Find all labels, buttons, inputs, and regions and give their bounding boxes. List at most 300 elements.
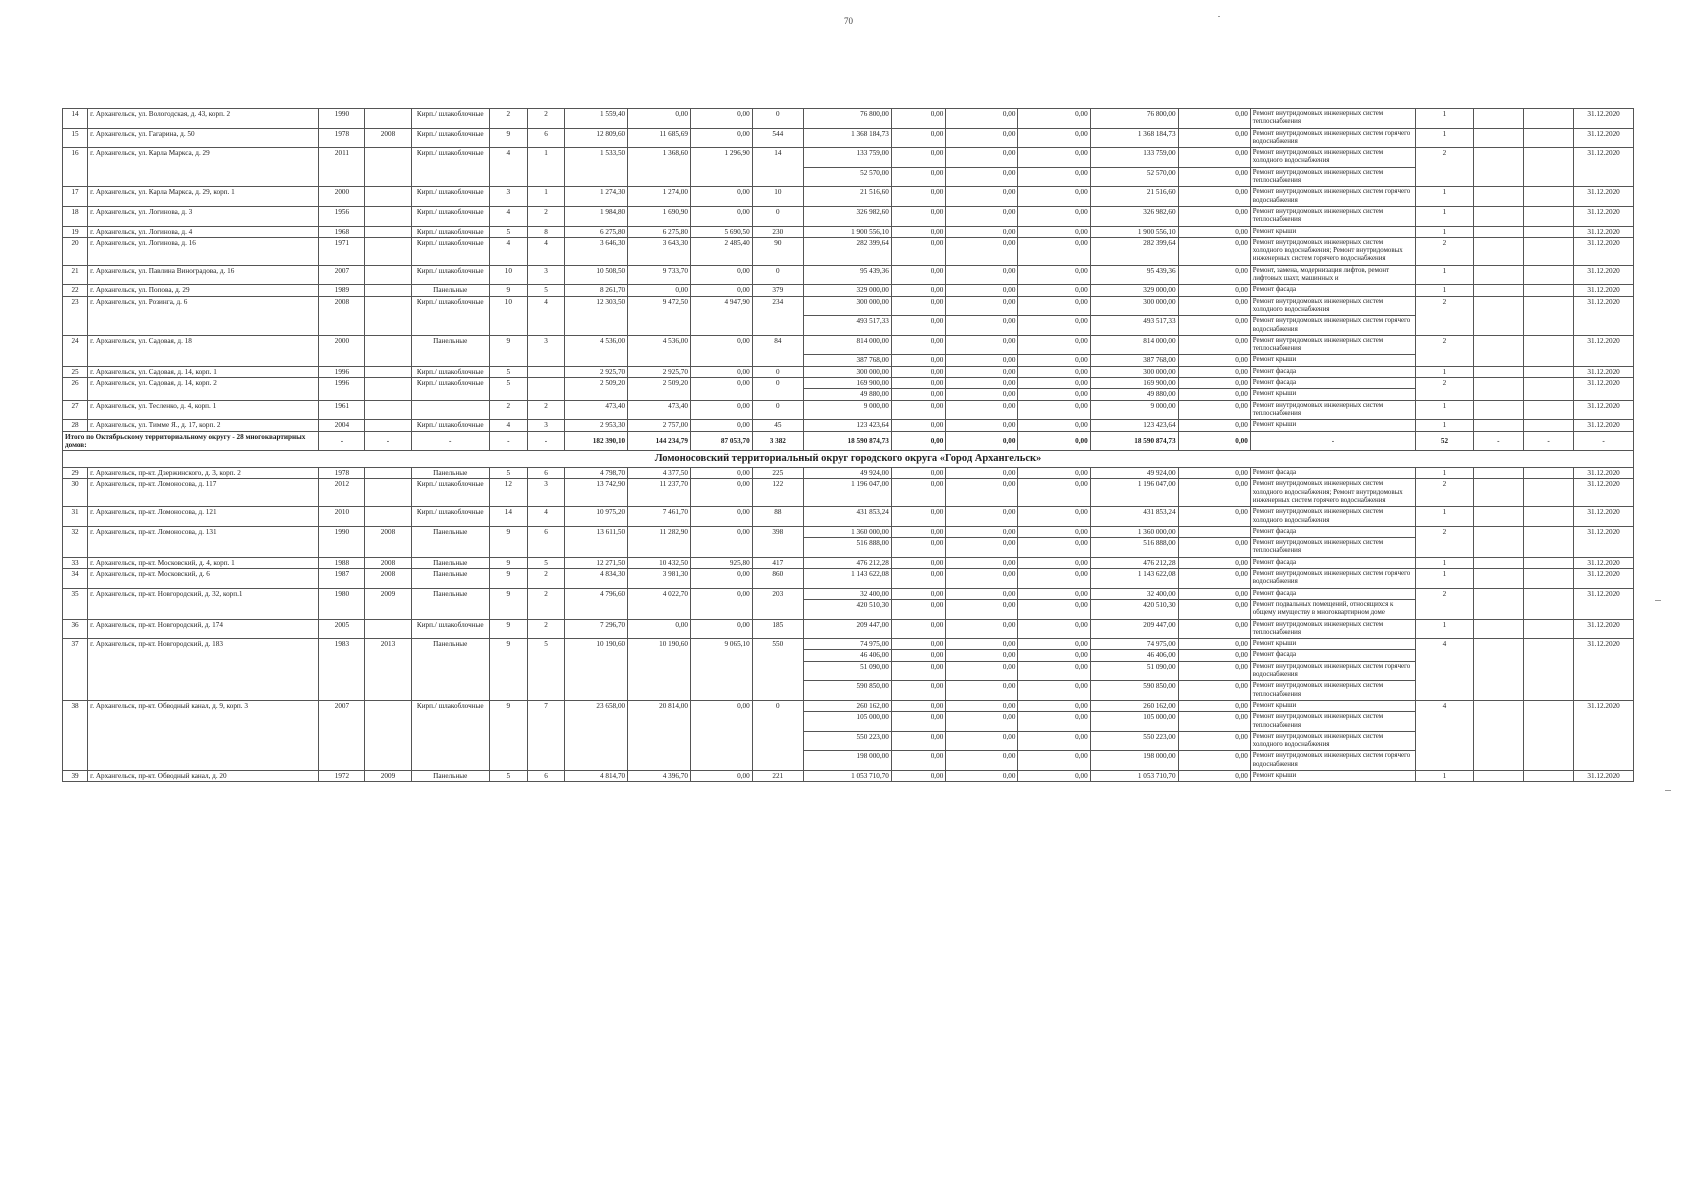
municipal-funds-cell: 0,00: [1018, 639, 1090, 650]
cost-total-cell: 420 510,30: [803, 599, 891, 619]
table-row: [63, 771, 1634, 782]
empty-cell: [1473, 296, 1523, 335]
other-funds-cell: 0,00: [1178, 588, 1250, 599]
federal-funds-cell: 0,00: [891, 751, 945, 771]
entrances-cell: 1: [527, 148, 565, 187]
row-number: 27: [63, 400, 88, 420]
private-area-cell: 4 947,90: [690, 296, 752, 335]
total-area-cell: 6 275,80: [565, 226, 628, 237]
regional-funds-cell: 0,00: [946, 771, 1018, 782]
owner-funds-cell: 76 800,00: [1090, 109, 1178, 129]
empty-cell: [1473, 206, 1523, 226]
year-built-cell: 1996: [319, 378, 365, 401]
row-number: 23: [63, 296, 88, 335]
floors-cell: 4: [489, 237, 527, 265]
address-cell: г. Архангельск, ул. Розинга, д. 6: [88, 296, 319, 335]
empty-cell: [1523, 378, 1573, 401]
year-renovated-cell: [365, 226, 411, 237]
municipal-funds-cell: 0,00: [1018, 538, 1090, 558]
wall-material-cell: Кирп./ шлакоблочные: [411, 479, 489, 507]
municipal-funds-cell: 0,00: [1018, 468, 1090, 479]
work-count-cell: 1: [1416, 557, 1474, 568]
private-area-cell: 1 296,90: [690, 148, 752, 187]
owner-funds-cell: 431 853,24: [1090, 507, 1178, 527]
work-count-cell: 1: [1416, 468, 1474, 479]
deadline-cell: 31.12.2020: [1574, 335, 1634, 366]
empty-cell: [1473, 237, 1523, 265]
empty-cell: [1473, 771, 1523, 782]
entrances-cell: [527, 366, 565, 377]
living-area-cell: 2 925,70: [628, 366, 691, 377]
year-built-cell: 1978: [319, 468, 365, 479]
row-number: 35: [63, 588, 88, 619]
other-funds-cell: 0,00: [1178, 479, 1250, 507]
cost-total-cell: 1 143 622,08: [803, 569, 891, 589]
total-area-cell: 2 953,30: [565, 420, 628, 431]
owner-funds-cell: 32 400,00: [1090, 588, 1178, 599]
private-area-cell: 0,00: [690, 468, 752, 479]
section-header-row: [63, 451, 1634, 468]
year-renovated-cell: 2009: [365, 771, 411, 782]
work-count-cell: 1: [1416, 285, 1474, 296]
cost-total-cell: 516 888,00: [803, 538, 891, 558]
private-area-cell: 0,00: [690, 700, 752, 770]
address-cell: г. Архангельск, ул. Тимме Я., д. 17, корп. 2: [88, 420, 319, 431]
private-area-cell: 0,00: [690, 507, 752, 527]
wall-material-cell: Панельные: [411, 468, 489, 479]
total-area-cell: 1 274,30: [565, 187, 628, 207]
federal-funds-cell: 0,00: [891, 599, 945, 619]
row-number: 25: [63, 366, 88, 377]
federal-funds-cell: 0,00: [891, 650, 945, 661]
other-funds-cell: 0,00: [1178, 109, 1250, 129]
row-number: 14: [63, 109, 88, 129]
deadline-cell: 31.12.2020: [1574, 226, 1634, 237]
work-type-cell: Ремонт внутридомовых инженерных систем горячего водоснабжения: [1250, 751, 1415, 771]
floors-cell: 4: [489, 148, 527, 187]
deadline-cell: 31.12.2020: [1574, 588, 1634, 619]
year-renovated-cell: [365, 265, 411, 285]
other-funds-cell: 0,00: [1178, 167, 1250, 187]
total-dash: -: [319, 431, 365, 451]
address-cell: г. Архангельск, ул. Садовая, д. 14, корп. 1: [88, 366, 319, 377]
wall-material-cell: Кирп./ шлакоблочные: [411, 237, 489, 265]
cost-total-cell: 198 000,00: [803, 751, 891, 771]
scan-speck: [1665, 790, 1671, 791]
total-area-sum: 182 390,10: [565, 431, 628, 451]
table-row: [63, 128, 1634, 148]
federal-funds-cell: 0,00: [891, 109, 945, 129]
other-funds-cell: [1178, 526, 1250, 537]
municipal-funds-cell: 0,00: [1018, 226, 1090, 237]
regional-funds-cell: 0,00: [946, 265, 1018, 285]
private-area-cell: 0,00: [690, 109, 752, 129]
work-type-cell: Ремонт внутридомовых инженерных систем горячего водоснабжения: [1250, 661, 1415, 681]
floors-cell: 9: [489, 557, 527, 568]
regional-funds-cell: 0,00: [946, 400, 1018, 420]
total-area-cell: 1 559,40: [565, 109, 628, 129]
wall-material-cell: Кирп./ шлакоблочные: [411, 296, 489, 335]
cost-total-cell: 76 800,00: [803, 109, 891, 129]
deadline-cell: 31.12.2020: [1574, 619, 1634, 639]
residents-cell: 550: [752, 639, 803, 701]
federal-funds-sum: 0,00: [891, 431, 945, 451]
total-label: Итого по Октябрьскому территориальному округу - 28 многоквартирных домов:: [63, 431, 319, 451]
municipal-funds-cell: 0,00: [1018, 526, 1090, 537]
municipal-funds-cell: 0,00: [1018, 285, 1090, 296]
empty-cell: [1473, 639, 1523, 701]
living-area-cell: 11 685,69: [628, 128, 691, 148]
work-type-cell: Ремонт фасада: [1250, 650, 1415, 661]
year-built-cell: 2005: [319, 619, 365, 639]
regional-funds-cell: 0,00: [946, 148, 1018, 168]
private-area-cell: 0,00: [690, 128, 752, 148]
residents-cell: 14: [752, 148, 803, 187]
owner-funds-cell: 493 517,33: [1090, 316, 1178, 336]
total-area-cell: 10 190,60: [565, 639, 628, 701]
floors-cell: 9: [489, 335, 527, 366]
entrances-cell: 2: [527, 109, 565, 129]
total-area-cell: 12 271,50: [565, 557, 628, 568]
entrances-cell: 5: [527, 557, 565, 568]
address-cell: г. Архангельск, пр-кт. Ломоносова, д. 131: [88, 526, 319, 557]
year-built-cell: 2010: [319, 507, 365, 527]
work-type-cell: Ремонт крыши: [1250, 389, 1415, 400]
residents-cell: 45: [752, 420, 803, 431]
owner-funds-cell: 95 439,36: [1090, 265, 1178, 285]
wall-material-cell: Кирп./ шлакоблочные: [411, 109, 489, 129]
cost-total-cell: 300 000,00: [803, 296, 891, 316]
wall-material-cell: Кирп./ шлакоблочные: [411, 700, 489, 770]
empty-cell: [1523, 128, 1573, 148]
residents-cell: 203: [752, 588, 803, 619]
total-area-cell: 4 536,00: [565, 335, 628, 366]
address-cell: г. Архангельск, ул. Логинова, д. 4: [88, 226, 319, 237]
total-dash: -: [1574, 431, 1634, 451]
owner-funds-cell: 1 143 622,08: [1090, 569, 1178, 589]
wall-material-cell: Панельные: [411, 557, 489, 568]
table-row: [63, 265, 1634, 285]
living-area-cell: 4 377,50: [628, 468, 691, 479]
other-funds-cell: 0,00: [1178, 681, 1250, 701]
entrances-cell: 5: [527, 285, 565, 296]
living-area-cell: 20 814,00: [628, 700, 691, 770]
row-number: 30: [63, 479, 88, 507]
living-area-cell: 10 190,60: [628, 639, 691, 701]
floors-cell: 9: [489, 569, 527, 589]
deadline-cell: 31.12.2020: [1574, 206, 1634, 226]
total-area-cell: 23 658,00: [565, 700, 628, 770]
work-count-cell: 1: [1416, 206, 1474, 226]
empty-cell: [1473, 148, 1523, 187]
regional-funds-cell: 0,00: [946, 389, 1018, 400]
year-renovated-cell: [365, 507, 411, 527]
entrances-cell: 3: [527, 335, 565, 366]
private-area-cell: 9 065,10: [690, 639, 752, 701]
work-type-cell: Ремонт фасада: [1250, 588, 1415, 599]
address-cell: г. Архангельск, пр-кт. Дзержинского, д. 3, корп. 2: [88, 468, 319, 479]
total-area-cell: 8 261,70: [565, 285, 628, 296]
year-renovated-cell: [365, 285, 411, 296]
wall-material-cell: Кирп./ шлакоблочные: [411, 420, 489, 431]
living-area-cell: 473,40: [628, 400, 691, 420]
work-type-cell: Ремонт фасада: [1250, 285, 1415, 296]
living-area-cell: 2 509,20: [628, 378, 691, 401]
owner-funds-cell: 169 900,00: [1090, 378, 1178, 389]
empty-cell: [1473, 479, 1523, 507]
regional-funds-cell: 0,00: [946, 507, 1018, 527]
owner-funds-cell: 9 000,00: [1090, 400, 1178, 420]
regional-funds-cell: 0,00: [946, 206, 1018, 226]
municipal-funds-cell: 0,00: [1018, 569, 1090, 589]
work-count-cell: 1: [1416, 187, 1474, 207]
row-number: 19: [63, 226, 88, 237]
cost-total-cell: 1 368 184,73: [803, 128, 891, 148]
deadline-cell: 31.12.2020: [1574, 187, 1634, 207]
entrances-cell: 6: [527, 468, 565, 479]
table-row: [63, 569, 1634, 589]
regional-funds-cell: 0,00: [946, 316, 1018, 336]
empty-cell: [1523, 206, 1573, 226]
total-dash: -: [527, 431, 565, 451]
address-cell: г. Архангельск, пр-кт. Московский, д. 6: [88, 569, 319, 589]
owner-funds-cell: 550 223,00: [1090, 731, 1178, 751]
work-type-cell: Ремонт внутридомовых инженерных систем холодного водоснабжения: [1250, 296, 1415, 316]
work-count-cell: 1: [1416, 420, 1474, 431]
data-table: [62, 108, 1634, 782]
work-type-cell: Ремонт крыши: [1250, 420, 1415, 431]
owner-funds-cell: 21 516,60: [1090, 187, 1178, 207]
residents-cell: 0: [752, 378, 803, 401]
table-row: [63, 226, 1634, 237]
work-count-cell: 1: [1416, 265, 1474, 285]
federal-funds-cell: 0,00: [891, 639, 945, 650]
table-row: [63, 400, 1634, 420]
total-area-cell: 2 509,20: [565, 378, 628, 401]
year-renovated-cell: [365, 237, 411, 265]
address-cell: г. Архангельск, ул. Садовая, д. 14, корп. 2: [88, 378, 319, 401]
year-built-cell: 1961: [319, 400, 365, 420]
table-row: [63, 507, 1634, 527]
empty-cell: [1473, 420, 1523, 431]
federal-funds-cell: 0,00: [891, 619, 945, 639]
work-type-cell: Ремонт крыши: [1250, 226, 1415, 237]
owner-funds-cell: 300 000,00: [1090, 296, 1178, 316]
deadline-cell: 31.12.2020: [1574, 378, 1634, 401]
total-area-cell: 3 646,30: [565, 237, 628, 265]
total-area-cell: 473,40: [565, 400, 628, 420]
other-funds-cell: 0,00: [1178, 731, 1250, 751]
year-built-cell: 1980: [319, 588, 365, 619]
living-area-cell: 4 022,70: [628, 588, 691, 619]
empty-cell: [1523, 265, 1573, 285]
work-count-cell: 1: [1416, 569, 1474, 589]
empty-cell: [1473, 187, 1523, 207]
residents-cell: 0: [752, 700, 803, 770]
year-renovated-cell: 2013: [365, 639, 411, 701]
work-type-cell: Ремонт, замена, модернизация лифтов, ремонт лифтовых шахт, машинных и: [1250, 265, 1415, 285]
residents-cell: 234: [752, 296, 803, 335]
year-renovated-cell: [365, 468, 411, 479]
entrances-cell: 8: [527, 226, 565, 237]
empty-cell: [1523, 335, 1573, 366]
table-row: [63, 468, 1634, 479]
work-count-cell: 1: [1416, 400, 1474, 420]
empty-cell: [1523, 285, 1573, 296]
residents-cell: 417: [752, 557, 803, 568]
repair-program-table: [62, 108, 1634, 782]
private-area-cell: 0,00: [690, 588, 752, 619]
regional-funds-cell: 0,00: [946, 650, 1018, 661]
deadline-cell: 31.12.2020: [1574, 507, 1634, 527]
owner-funds-cell: 74 975,00: [1090, 639, 1178, 650]
private-area-cell: 0,00: [690, 187, 752, 207]
other-funds-cell: 0,00: [1178, 661, 1250, 681]
work-type-cell: Ремонт внутридомовых инженерных систем теплоснабжения: [1250, 206, 1415, 226]
owner-funds-cell: 105 000,00: [1090, 712, 1178, 732]
municipal-funds-cell: 0,00: [1018, 389, 1090, 400]
owner-funds-cell: 1 900 556,10: [1090, 226, 1178, 237]
private-area-cell: 0,00: [690, 378, 752, 401]
federal-funds-cell: 0,00: [891, 468, 945, 479]
owner-funds-cell: 49 880,00: [1090, 389, 1178, 400]
wall-material-cell: Кирп./ шлакоблочные: [411, 619, 489, 639]
municipal-funds-cell: 0,00: [1018, 650, 1090, 661]
municipal-funds-cell: 0,00: [1018, 479, 1090, 507]
federal-funds-cell: 0,00: [891, 355, 945, 366]
table-row: [63, 366, 1634, 377]
living-area-cell: 3 981,30: [628, 569, 691, 589]
private-area-cell: 0,00: [690, 366, 752, 377]
living-area-cell: 9 733,70: [628, 265, 691, 285]
empty-cell: [1473, 557, 1523, 568]
residents-cell: 860: [752, 569, 803, 589]
owner-funds-cell: 300 000,00: [1090, 366, 1178, 377]
municipal-funds-cell: 0,00: [1018, 366, 1090, 377]
wall-material-cell: Панельные: [411, 569, 489, 589]
owner-funds-cell: 49 924,00: [1090, 468, 1178, 479]
work-type-cell: Ремонт внутридомовых инженерных систем теплоснабжения: [1250, 538, 1415, 558]
work-count-cell: 1: [1416, 619, 1474, 639]
regional-funds-cell: 0,00: [946, 109, 1018, 129]
table-row: [63, 378, 1634, 389]
regional-funds-cell: 0,00: [946, 557, 1018, 568]
year-renovated-cell: [365, 296, 411, 335]
living-area-cell: 1 690,90: [628, 206, 691, 226]
municipal-funds-sum: 0,00: [1018, 431, 1090, 451]
owner-funds-cell: 387 768,00: [1090, 355, 1178, 366]
floors-cell: 2: [489, 109, 527, 129]
floors-cell: 5: [489, 378, 527, 401]
row-number: 22: [63, 285, 88, 296]
year-renovated-cell: [365, 206, 411, 226]
municipal-funds-cell: 0,00: [1018, 751, 1090, 771]
entrances-cell: 2: [527, 206, 565, 226]
cost-total-cell: 95 439,36: [803, 265, 891, 285]
owner-funds-cell: 1 196 047,00: [1090, 479, 1178, 507]
empty-cell: [1473, 226, 1523, 237]
entrances-cell: 2: [527, 569, 565, 589]
owner-funds-cell: 516 888,00: [1090, 538, 1178, 558]
empty-cell: [1523, 700, 1573, 770]
work-count-cell: 2: [1416, 378, 1474, 401]
other-funds-cell: 0,00: [1178, 148, 1250, 168]
cost-total-cell: 329 000,00: [803, 285, 891, 296]
private-area-cell: 5 690,50: [690, 226, 752, 237]
cost-total-cell: 52 570,00: [803, 167, 891, 187]
other-funds-cell: 0,00: [1178, 712, 1250, 732]
entrances-cell: [527, 378, 565, 401]
empty-cell: [1473, 700, 1523, 770]
empty-cell: [1473, 400, 1523, 420]
regional-funds-cell: 0,00: [946, 468, 1018, 479]
floors-cell: 9: [489, 700, 527, 770]
total-area-cell: 4 834,30: [565, 569, 628, 589]
table-row: [63, 285, 1634, 296]
regional-funds-cell: 0,00: [946, 526, 1018, 537]
floors-cell: 4: [489, 420, 527, 431]
municipal-funds-cell: 0,00: [1018, 128, 1090, 148]
year-renovated-cell: 2008: [365, 128, 411, 148]
municipal-funds-cell: 0,00: [1018, 296, 1090, 316]
regional-funds-cell: 0,00: [946, 700, 1018, 711]
municipal-funds-cell: 0,00: [1018, 109, 1090, 129]
municipal-funds-cell: 0,00: [1018, 237, 1090, 265]
federal-funds-cell: 0,00: [891, 265, 945, 285]
address-cell: г. Архангельск, ул. Логинова, д. 16: [88, 237, 319, 265]
entrances-cell: 2: [527, 619, 565, 639]
cost-total-cell: 105 000,00: [803, 712, 891, 732]
residents-cell: 90: [752, 237, 803, 265]
deadline-cell: 31.12.2020: [1574, 128, 1634, 148]
entrances-cell: 4: [527, 507, 565, 527]
total-dash: -: [489, 431, 527, 451]
address-cell: г. Архангельск, пр-кт. Обводный канал, д. 20: [88, 771, 319, 782]
regional-funds-cell: 0,00: [946, 712, 1018, 732]
regional-funds-cell: 0,00: [946, 285, 1018, 296]
cost-total-cell: 282 399,64: [803, 237, 891, 265]
address-cell: г. Архангельск, ул. Павлина Виноградова, д. 16: [88, 265, 319, 285]
cost-total-cell: 133 759,00: [803, 148, 891, 168]
deadline-cell: 31.12.2020: [1574, 639, 1634, 701]
entrances-cell: 3: [527, 265, 565, 285]
residents-cell: 0: [752, 400, 803, 420]
federal-funds-cell: 0,00: [891, 661, 945, 681]
deadline-cell: 31.12.2020: [1574, 148, 1634, 187]
work-type-cell: Ремонт внутридомовых инженерных систем холодного водоснабжения: [1250, 731, 1415, 751]
other-funds-cell: 0,00: [1178, 187, 1250, 207]
other-funds-cell: 0,00: [1178, 650, 1250, 661]
address-cell: г. Архангельск, ул. Логинова, д. 3: [88, 206, 319, 226]
row-number: 29: [63, 468, 88, 479]
living-area-cell: 3 643,30: [628, 237, 691, 265]
year-built-cell: 1987: [319, 569, 365, 589]
year-built-cell: 1968: [319, 226, 365, 237]
row-number: 15: [63, 128, 88, 148]
deadline-cell: 31.12.2020: [1574, 468, 1634, 479]
living-area-cell: 6 275,80: [628, 226, 691, 237]
year-built-cell: 1988: [319, 557, 365, 568]
address-cell: г. Архангельск, ул. Садовая, д. 18: [88, 335, 319, 366]
federal-funds-cell: 0,00: [891, 206, 945, 226]
living-area-sum: 144 234,79: [628, 431, 691, 451]
regional-funds-cell: 0,00: [946, 751, 1018, 771]
cost-total-cell: 123 423,64: [803, 420, 891, 431]
deadline-cell: 31.12.2020: [1574, 265, 1634, 285]
regional-funds-cell: 0,00: [946, 237, 1018, 265]
wall-material-cell: Кирп./ шлакоблочные: [411, 128, 489, 148]
work-type-cell: Ремонт внутридомовых инженерных систем холодного водоснабжения: [1250, 148, 1415, 168]
